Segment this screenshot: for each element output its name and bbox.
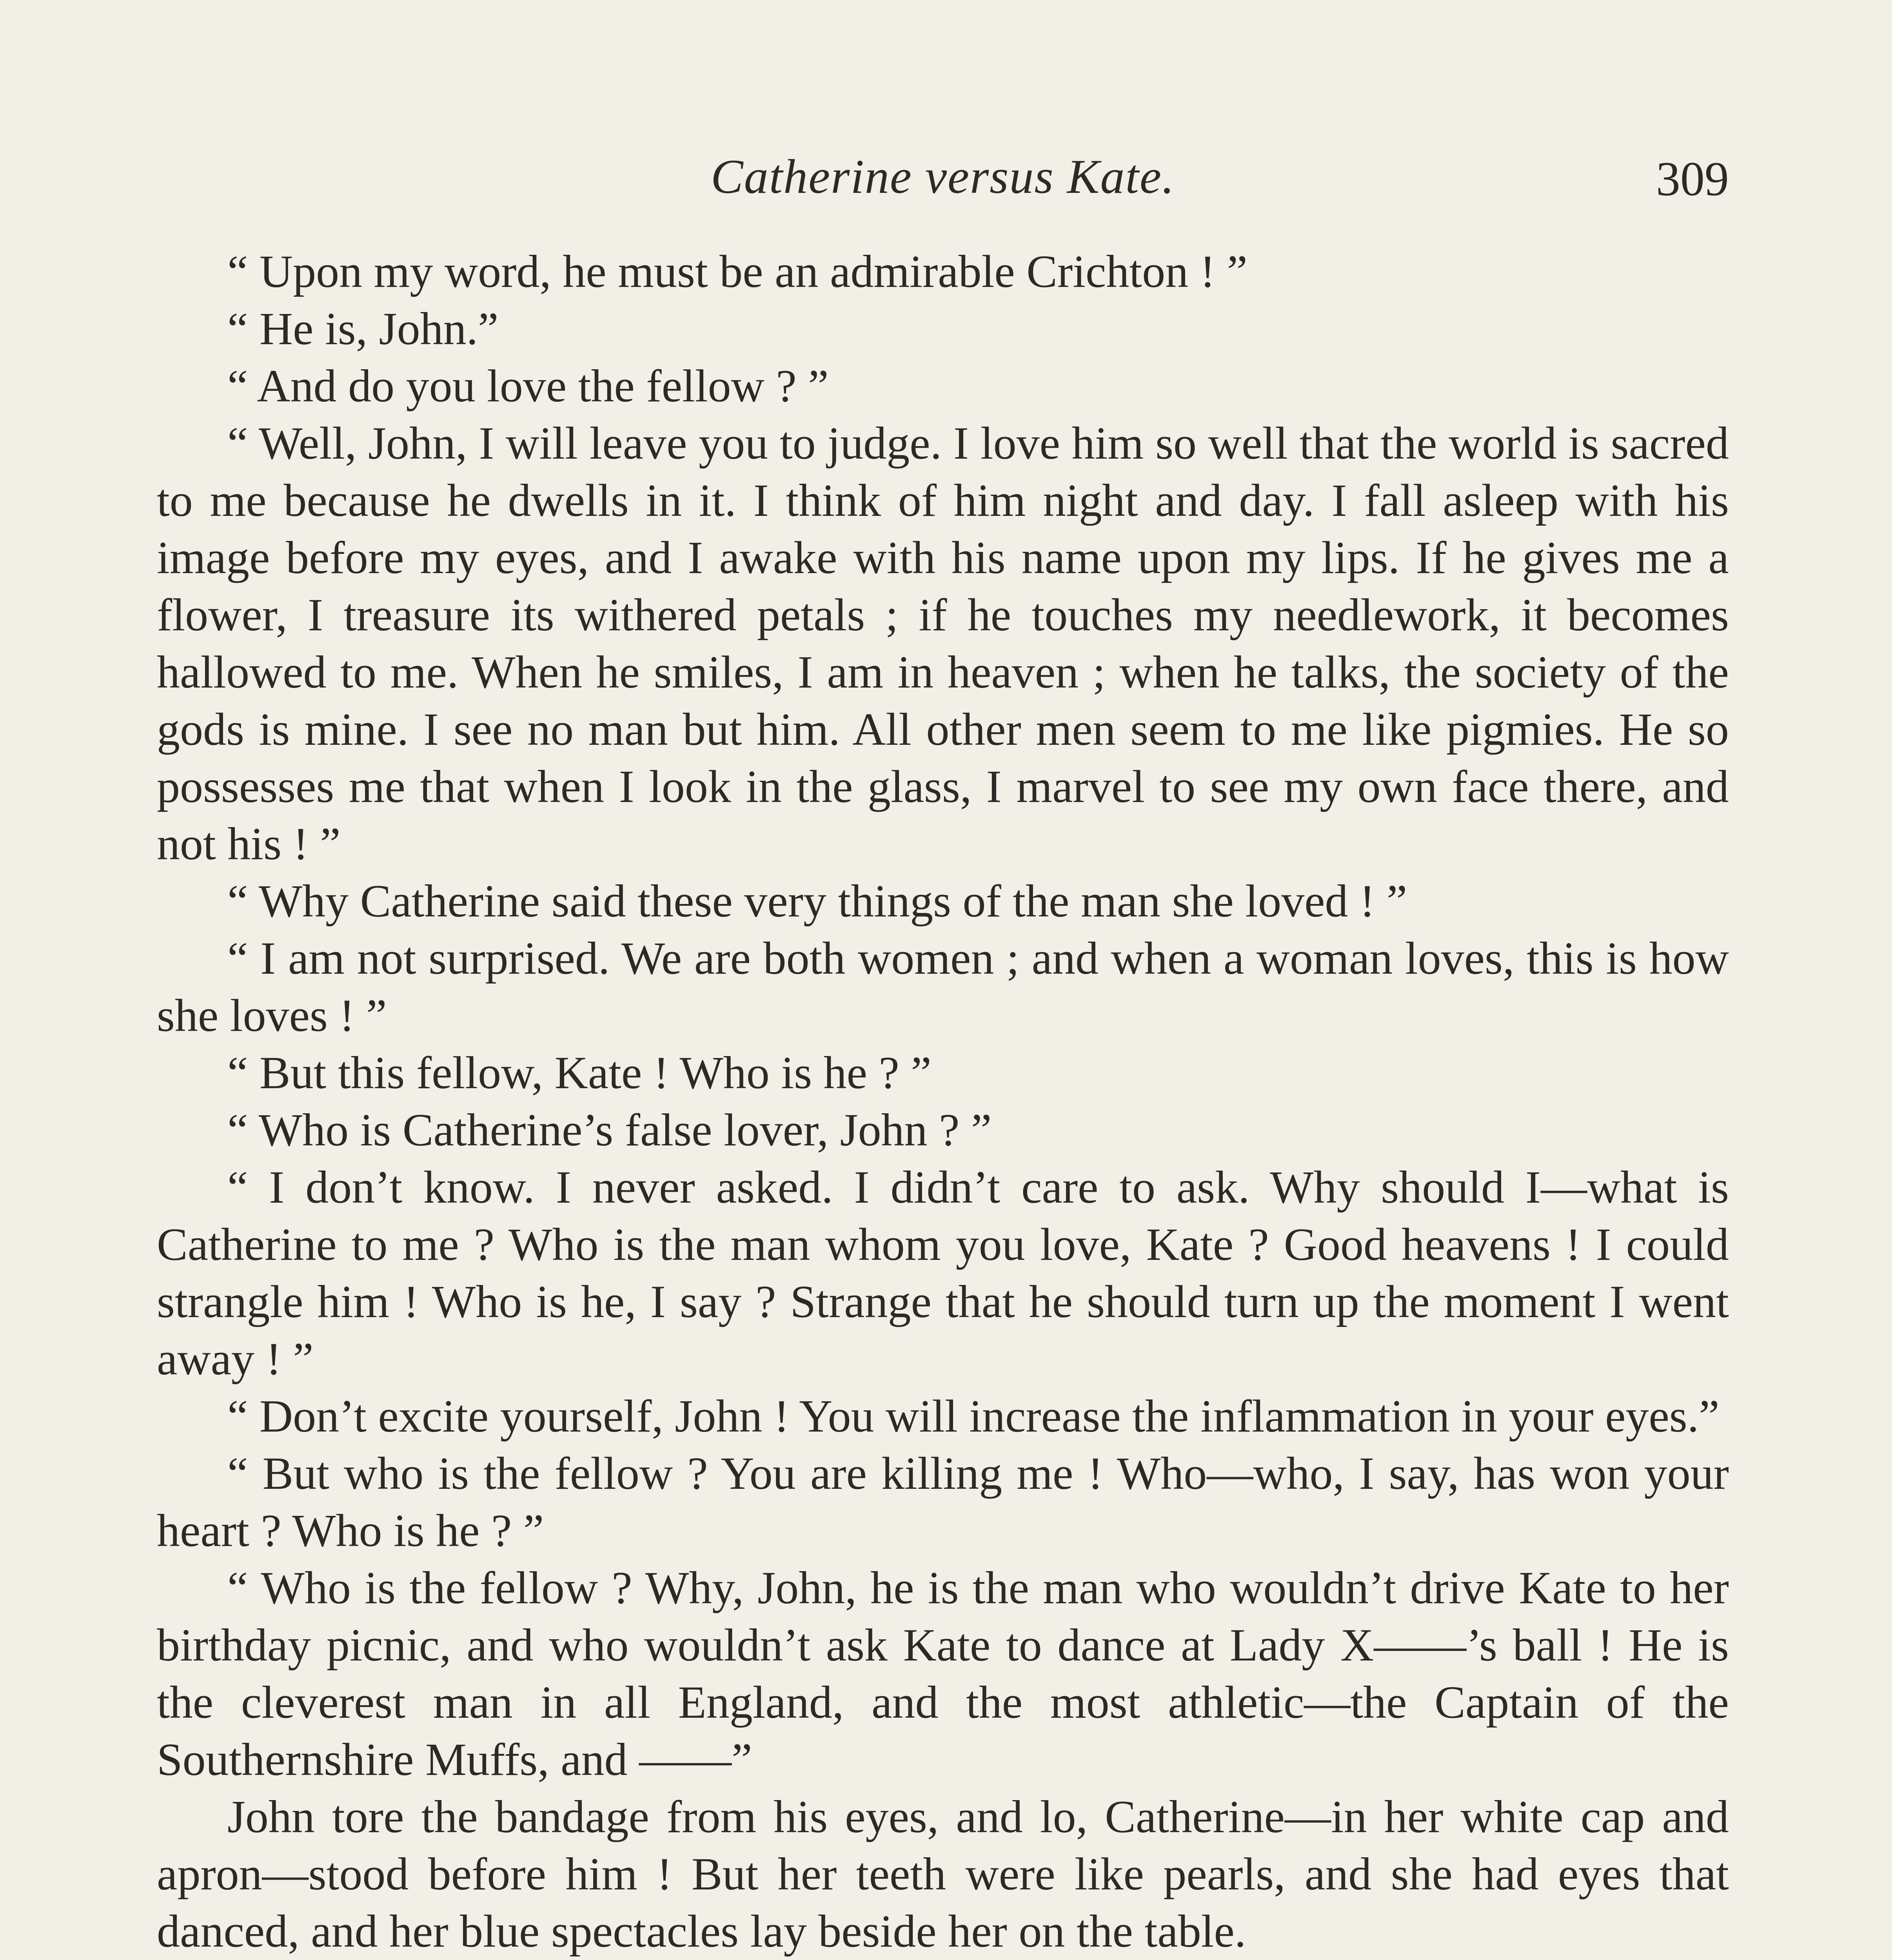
paragraph: “ Why Catherine said these very things of the man she loved ! ” bbox=[227, 875, 1407, 927]
paragraph: “ Upon my word, he must be an admirable Crichton ! ” bbox=[227, 246, 1247, 297]
paragraph: “ He is, John.” bbox=[227, 303, 499, 354]
running-head bbox=[157, 141, 1729, 220]
paragraph: “ Who is Catherine’s false lover, John ? ” bbox=[227, 1104, 992, 1156]
page-number: 309 bbox=[1656, 152, 1729, 206]
paragraph: “ Who is the fellow ? Why, John, he is the man who wouldn’t drive Kate to her birthday picnic, and who wouldn’t ask Kate to dance at Lady X——’s ball ! He is the cleverest man in all England, and the most athletic—the Captain of the Southernshire Muffs, and ——” bbox=[157, 1562, 1729, 1785]
running-title: Catherine versus Kate. bbox=[711, 150, 1175, 203]
paragraph: “ Don’t excite yourself, John ! You will increase the inflammation in your eyes.” bbox=[227, 1390, 1720, 1442]
body-text bbox=[157, 243, 1729, 1960]
paragraph: John tore the bandage from his eyes, and lo, Catherine—in her white cap and apron—stood before him ! But her teeth were like pearls, and she had eyes that danced, and her blue spectacles lay beside her on the table. bbox=[157, 1791, 1729, 1957]
paragraph: “ Well, John, I will leave you to judge. I love him so well that the world is sacred to me because he dwells in it. I think of him night and day. I fall asleep with his image before my eyes, and I awake with his name upon my lips. If he gives me a flower, I treasure its withered petals ; if he touches my needlework, it becomes hallowed to me. When he smiles, I am in heaven ; when he talks, the society of the gods is mine. I see no man but him. All other men seem to me like pigmies. He so possesses me that when I look in the glass, I marvel to see my own face there, and not his ! ” bbox=[157, 417, 1729, 869]
paragraph: “ But who is the fellow ? You are killing me ! Who—who, I say, has won your heart ? Who is he ? ” bbox=[157, 1448, 1729, 1556]
paragraph: “ I am not surprised. We are both women ; and when a woman loves, this is how she loves ! ” bbox=[157, 933, 1729, 1041]
paragraph: “ And do you love the fellow ? ” bbox=[227, 360, 829, 412]
paragraph: “ But this fellow, Kate ! Who is he ? ” bbox=[227, 1047, 931, 1098]
paragraph: “ I don’t know. I never asked. I didn’t care to ask. Why should I—what is Catherine to me ? Who is the man whom you love, Kate ? Good heavens ! I could strangle him ! Who is he, I say ? Strange that he should turn up the moment I went away ! ” bbox=[157, 1161, 1729, 1385]
